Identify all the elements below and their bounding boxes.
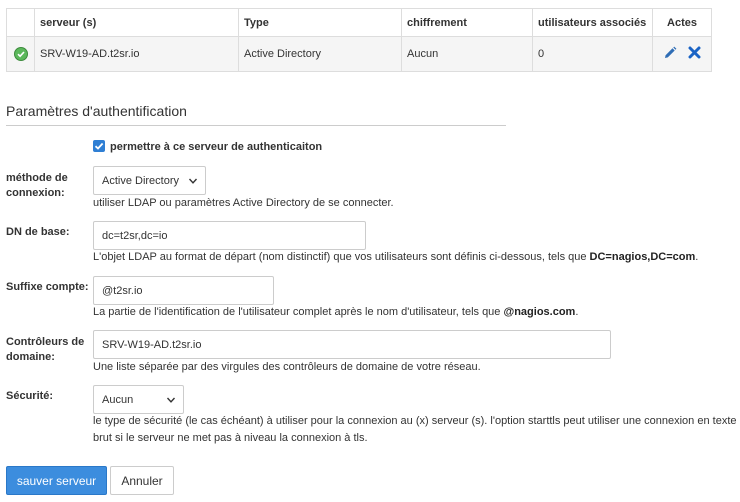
column-header-actions: Actes xyxy=(653,9,712,37)
column-header-users: utilisateurs associés xyxy=(533,9,653,37)
controllers-input[interactable] xyxy=(93,330,611,359)
security-select[interactable] xyxy=(93,385,184,414)
security-help-line1: le type de sécurité (le cas échéant) à utiliser pour la connexion au (x) serveur (s). l'option starttls peut utiliser une connexion en texte xyxy=(93,415,737,427)
security-select-value: Aucun xyxy=(102,393,134,406)
column-header-type: Type xyxy=(239,9,402,37)
save-server-button[interactable]: sauver serveur xyxy=(6,466,107,495)
suffix-help-example: @nagios.com xyxy=(503,306,576,318)
checkmark-icon xyxy=(93,140,105,152)
cancel-button[interactable]: Annuler xyxy=(110,466,174,495)
table-header-row xyxy=(7,9,712,37)
column-header-encryption: chiffrement xyxy=(402,9,533,37)
section-title: Paramètres d'authentification xyxy=(6,103,506,126)
status-ok-icon xyxy=(14,47,28,61)
suffix-label: Suffixe compte: xyxy=(6,281,89,293)
base-dn-help xyxy=(93,249,698,266)
suffix-input[interactable] xyxy=(93,276,274,305)
method-help: utiliser LDAP ou paramètres Active Directory de se connecter. xyxy=(93,197,394,209)
column-header-server: serveur (s) xyxy=(35,9,239,37)
base-dn-help-example: DC=nagios,DC=com xyxy=(589,251,696,263)
encryption-cell: Aucun xyxy=(402,37,533,72)
base-dn-label: DN de base: xyxy=(6,226,70,238)
edit-icon[interactable] xyxy=(663,46,677,63)
security-help xyxy=(93,413,737,447)
chevron-down-icon xyxy=(188,176,198,186)
base-dn-value: dc=t2sr,dc=io xyxy=(102,229,168,242)
suffix-help xyxy=(93,304,578,321)
server-cell: SRV-W19-AD.t2sr.io xyxy=(35,37,239,72)
status-cell xyxy=(7,37,35,72)
controllers-label: Contrôleurs de domaine: xyxy=(6,336,85,363)
servers-table xyxy=(6,8,712,72)
method-select-value: Active Directory xyxy=(102,174,180,187)
base-dn-help-text: L'objet LDAP au format de départ (nom distinctif) que vos utilisateurs sont définis ci-dessous, tels que xyxy=(93,251,590,263)
status-column-header xyxy=(7,9,35,37)
security-help-line2: brut si le serveur ne met pas à niveau la connexion à tls. xyxy=(93,432,368,444)
users-cell: 0 xyxy=(533,37,653,72)
chevron-down-icon xyxy=(166,395,176,405)
method-select[interactable] xyxy=(93,166,206,195)
controllers-value: SRV-W19-AD.t2sr.io xyxy=(102,338,202,351)
delete-icon[interactable] xyxy=(688,46,701,62)
actions-cell xyxy=(653,37,712,72)
base-dn-input[interactable] xyxy=(93,221,366,250)
security-label: Sécurité: xyxy=(6,390,54,402)
suffix-value: @t2sr.io xyxy=(102,284,143,297)
controllers-help: Une liste séparée par des virgules des contrôleurs de domaine de votre réseau. xyxy=(93,361,481,373)
table-row xyxy=(7,37,712,72)
type-cell: Active Directory xyxy=(239,37,402,72)
enable-checkbox[interactable] xyxy=(93,140,105,152)
suffix-help-text: La partie de l'identification de l'utilisateur complet après le nom d'utilisateur, tels que xyxy=(93,306,504,318)
suffix-help-end: . xyxy=(575,306,579,318)
method-label: méthode de connexion: xyxy=(6,172,68,199)
base-dn-help-end: . xyxy=(695,251,699,263)
enable-checkbox-label[interactable]: permettre à ce serveur de authenticaiton xyxy=(110,141,323,153)
